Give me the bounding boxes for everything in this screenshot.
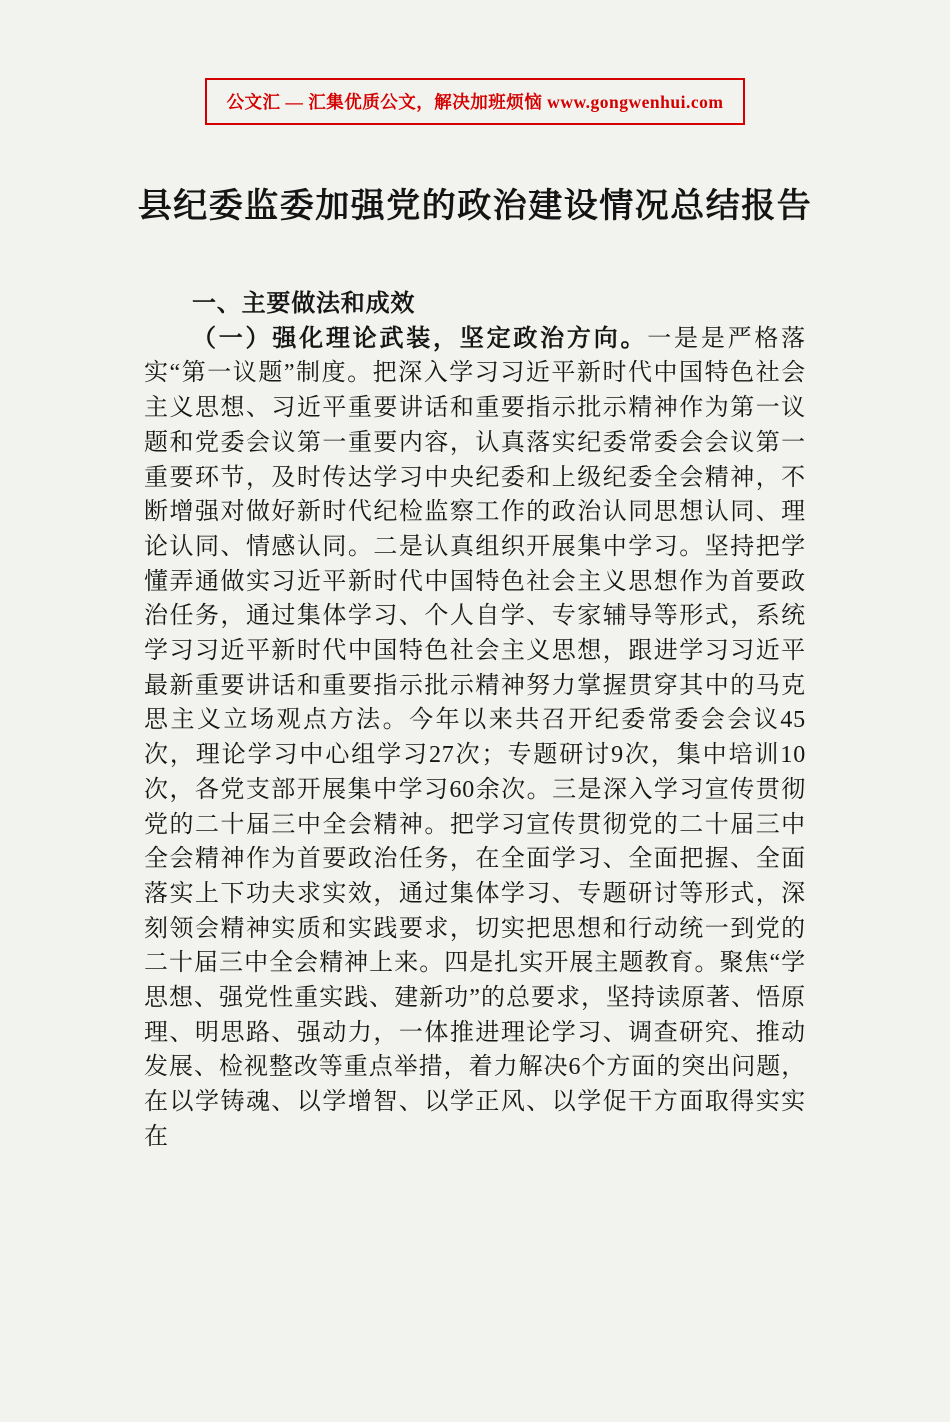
- document-title: 县纪委监委加强党的政治建设情况总结报告: [137, 188, 813, 225]
- section-heading: 一、主要做法和成效: [192, 291, 416, 317]
- paragraph-text: 一是是严格落实“第一议题”制度。把深入学习习近平新时代中国特色社会主义思想、习近平重要讲话和重要指示批示精神作为第一议题和党委会议第一重要内容，认真落实纪委常委会会议第一重要环节，及时传达学习中央纪委和上级纪委全会精神，不断增强对做好新时代纪检监察工作的政治认同思想认同、理论认同、情感认同。二是认真组织开展集中学习。坚持把学懂弄通做实习近平新时代中国特色社会主义思想作为首要政治任务，通过集体学习、个人自学、专家辅导等形式，系统学习习近平新时代中国特色社会主义思想，跟进学习习近平最新重要讲话和重要指示批示精神努力掌握贯穿其中的马克思主义立场观点方法。今年以来共召开纪委常委会会议45次，理论学习中心组学习27次；专题研讨9次，集中培训10次，各党支部开展集中学习60余次。三是深入学习宣传贯彻党的二十届三中全会精神。把学习宣传贯彻党的二十届三中全会精神作为首要政治任务，在全面学习、全面把握、全面落实上下功夫求实效，通过集体学习、专题研讨等形式，深刻领会精神实质和实践要求，切实把思想和行动统一到党的二十届三中全会精神上来。四是扎实开展主题教育。聚焦“学思想、强党性重实践、建新功”的总要求，坚持读原著、悟原理、明思路、强动力，一体推进理论学习、调查研究、推动发展、检视整改等重点举措，着力解决6个方面的突出问题，在以学铸魂、以学增智、以学正风、以学促干方面取得实实在: [144, 325, 806, 1150]
- document-page: [0, 78, 950, 1422]
- paragraph-lead: （一）强化理论武装，坚定政治方向。: [192, 325, 648, 352]
- paragraph: [144, 322, 806, 1155]
- document-body: [144, 287, 806, 1155]
- watermark-banner: [205, 78, 746, 125]
- watermark-text: 公文汇 — 汇集优质公文，解决加班烦恼 www.gongwenhui.com: [226, 92, 724, 112]
